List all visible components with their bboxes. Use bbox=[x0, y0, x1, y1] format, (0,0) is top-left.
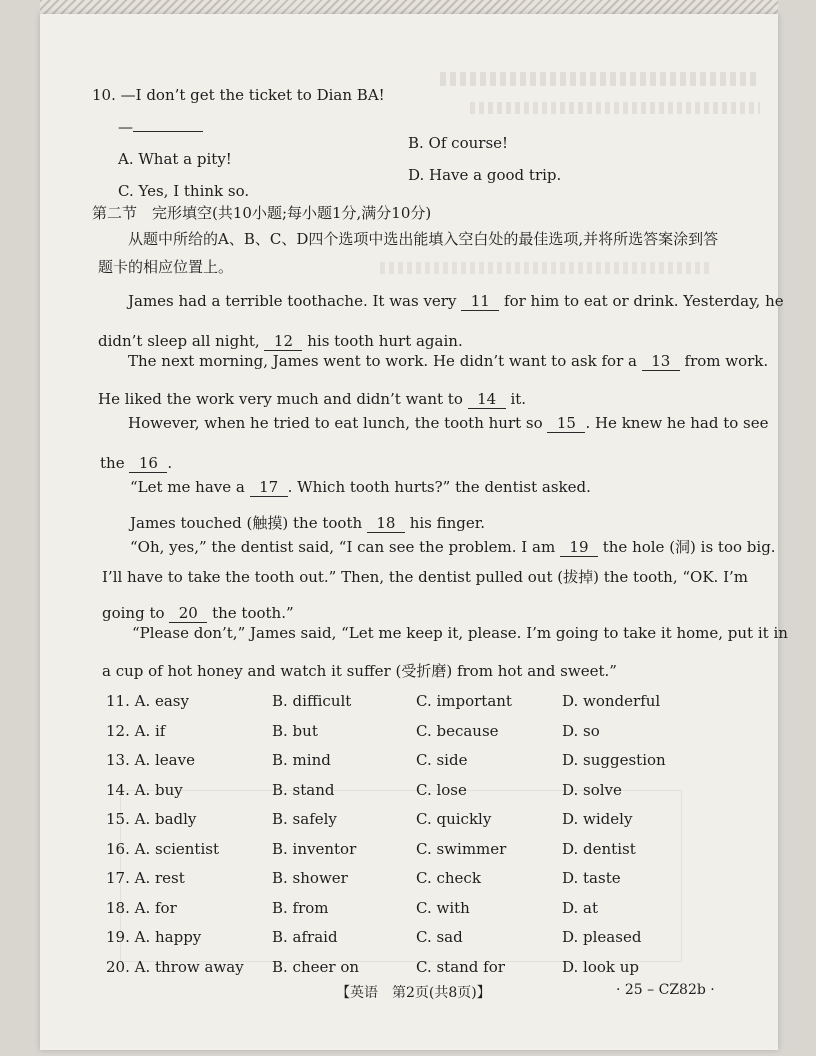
option-14-a: 14. A. buy bbox=[106, 780, 183, 799]
option-15-b: B. safely bbox=[272, 810, 337, 828]
question-10-answer-blank: — bbox=[118, 118, 203, 136]
option-19-c: C. sad bbox=[416, 928, 463, 946]
question-10-option-c: C. Yes, I think so. bbox=[118, 182, 250, 200]
blank-12: 12 bbox=[264, 332, 302, 351]
option-16-b: B. inventor bbox=[272, 839, 357, 858]
passage-line: However, when he tried to eat lunch, the tooth hurt so 15 . He knew he had to see bbox=[128, 414, 769, 432]
option-16-d: D. dentist bbox=[562, 839, 636, 858]
option-14-c: C. lose bbox=[416, 780, 467, 799]
passage-line: “Let me have a 17 . Which tooth hurts?” the dentist asked. bbox=[130, 478, 591, 496]
passage-line: James touched (触摸) the tooth 18 his finger. bbox=[130, 514, 486, 532]
question-10-option-b: B. Of course! bbox=[408, 134, 509, 152]
question-10-stem: 10. —I don’t get the ticket to Dian BA! bbox=[92, 86, 385, 104]
option-18-d: D. at bbox=[562, 898, 598, 917]
page-footer: 【英语 第2页(共8页)】 bbox=[336, 985, 491, 1001]
passage-line: “Oh, yes,” the dentist said, “I can see the problem. I am 19 the hole (洞) is too big. bbox=[130, 538, 776, 556]
option-19-b: B. afraid bbox=[272, 928, 338, 946]
blank-20: 20 bbox=[169, 604, 207, 623]
bleed-through bbox=[470, 102, 760, 114]
passage-line: The next morning, James went to work. He didn’t want to ask for a 13 from work. bbox=[128, 352, 769, 370]
passage-line: didn’t sleep all night, 12 his tooth hurt again. bbox=[98, 332, 463, 350]
option-12-b: B. but bbox=[272, 721, 318, 740]
bleed-through bbox=[440, 72, 760, 86]
option-13-b: B. mind bbox=[272, 751, 331, 769]
blank-13: 13 bbox=[642, 352, 680, 371]
section-instruction-cont: 题卡的相应位置上。 bbox=[98, 258, 234, 276]
option-20-d: D. look up bbox=[562, 957, 640, 976]
passage-line: “Please don’t,” James said, “Let me keep it, please. I’m going to take it home, put it in bbox=[132, 624, 788, 642]
question-10-option-d: D. Have a good trip. bbox=[408, 166, 562, 184]
option-11-b: B. difficult bbox=[272, 692, 352, 710]
passage-line: I’ll have to take the tooth out.” Then, the dentist pulled out (拔掉) the tooth, “OK. I’m bbox=[102, 568, 748, 586]
blank-11: 11 bbox=[461, 292, 499, 311]
passage-line: going to 20 the tooth.” bbox=[102, 604, 294, 622]
passage-line: the 16 . bbox=[100, 454, 173, 472]
option-16-a: 16. A. scientist bbox=[106, 839, 219, 858]
option-20-a: 20. A. throw away bbox=[106, 957, 244, 976]
option-18-a: 18. A. for bbox=[106, 898, 177, 917]
option-15-d: D. widely bbox=[562, 810, 633, 828]
option-17-b: B. shower bbox=[272, 869, 348, 887]
option-12-c: C. because bbox=[416, 721, 499, 740]
option-14-d: D. solve bbox=[562, 780, 622, 799]
option-17-d: D. taste bbox=[562, 869, 621, 887]
option-15-c: C. quickly bbox=[416, 810, 492, 828]
option-20-c: C. stand for bbox=[416, 957, 505, 976]
option-12-a: 12. A. if bbox=[106, 721, 166, 740]
option-17-c: C. check bbox=[416, 869, 481, 887]
passage-line: He liked the work very much and didn’t want to 14 it. bbox=[98, 390, 527, 408]
question-10-option-a: A. What a pity! bbox=[118, 150, 232, 168]
passage-line: James had a terrible toothache. It was very 11 for him to eat or drink. Yesterday, he bbox=[128, 292, 784, 310]
blank-19: 19 bbox=[560, 538, 598, 557]
option-11-d: D. wonderful bbox=[562, 692, 661, 710]
blank-14: 14 bbox=[468, 390, 506, 409]
option-18-b: B. from bbox=[272, 898, 329, 917]
option-12-d: D. so bbox=[562, 721, 600, 740]
option-18-c: C. with bbox=[416, 898, 470, 917]
bleed-through bbox=[380, 262, 710, 274]
blank-16: 16 bbox=[129, 454, 167, 473]
section-instruction: 从题中所给的A、B、C、D四个选项中选出能填入空白处的最佳选项,并将所选答案涂到答 bbox=[128, 230, 719, 248]
option-19-a: 19. A. happy bbox=[106, 928, 202, 946]
option-19-d: D. pleased bbox=[562, 928, 642, 946]
passage-line: a cup of hot honey and watch it suffer (受折磨) from hot and sweet.” bbox=[102, 662, 617, 680]
option-13-a: 13. A. leave bbox=[106, 751, 195, 769]
option-11-a: 11. A. easy bbox=[106, 692, 189, 710]
option-11-c: C. important bbox=[416, 692, 512, 710]
option-13-c: C. side bbox=[416, 751, 468, 769]
blank-17: 17 bbox=[250, 478, 288, 497]
blank-18: 18 bbox=[367, 514, 405, 533]
option-14-b: B. stand bbox=[272, 780, 335, 799]
option-16-c: C. swimmer bbox=[416, 839, 507, 858]
section-title: 第二节 完形填空(共10小题;每小题1分,满分10分) bbox=[92, 204, 432, 222]
option-17-a: 17. A. rest bbox=[106, 869, 185, 887]
option-13-d: D. suggestion bbox=[562, 751, 666, 769]
option-15-a: 15. A. badly bbox=[106, 810, 197, 828]
page-code: · 25 – CZ82b · bbox=[616, 982, 715, 998]
option-20-b: B. cheer on bbox=[272, 957, 360, 976]
blank-15: 15 bbox=[547, 414, 585, 433]
